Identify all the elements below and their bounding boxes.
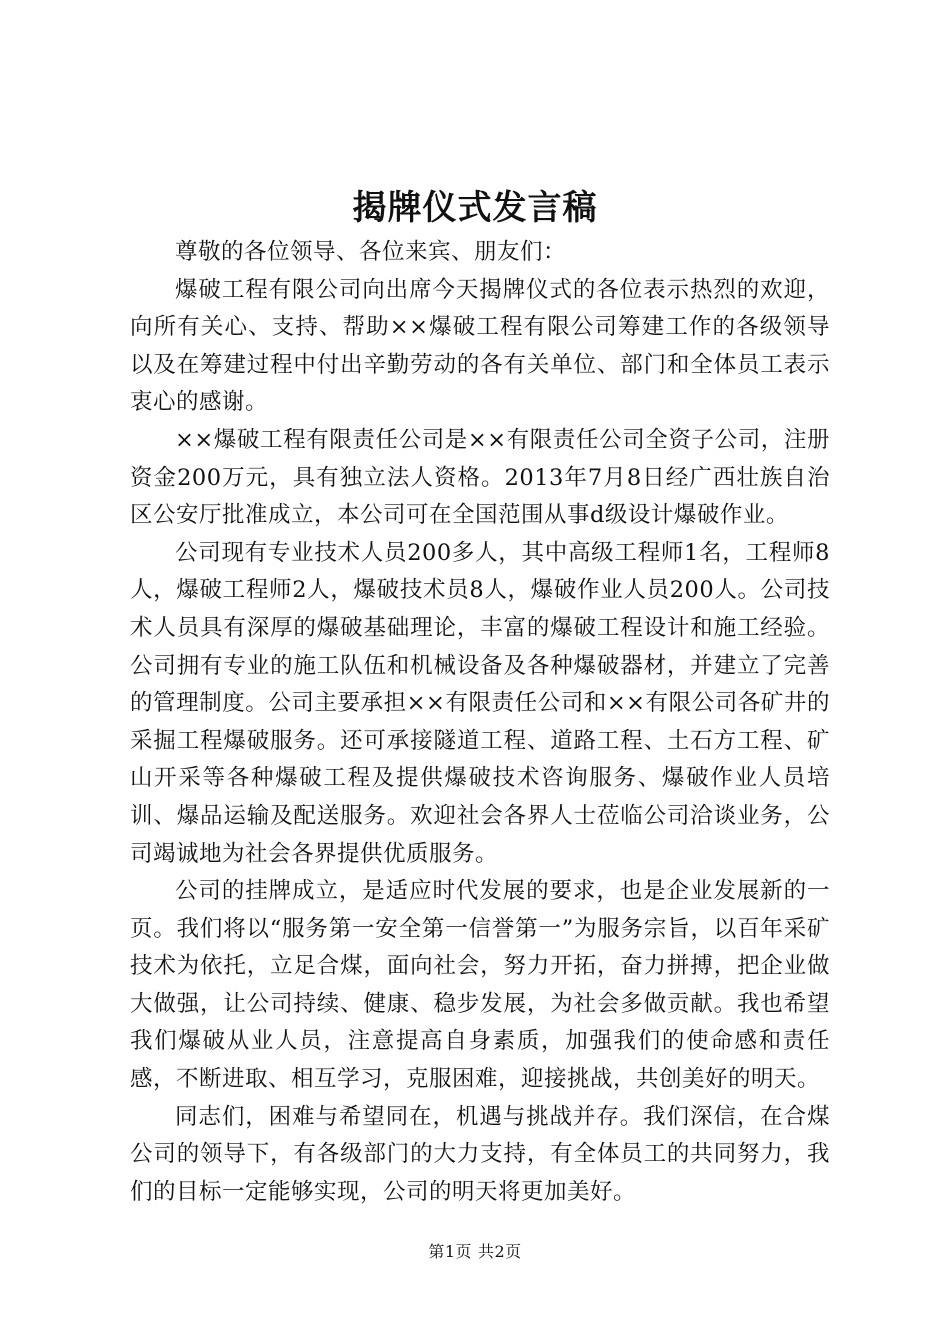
paragraph-closing: 同志们，困难与希望同在，机遇与挑战并存。我们深信，在合煤公司的领导下，有各级部门的大力支持，有全体员工的共同努力，我们的目标一定能够实现，公司的明天将更加美好。 xyxy=(130,1103,830,1205)
page-number: 第1页 xyxy=(428,1242,472,1261)
document-body xyxy=(130,234,830,1211)
document-title: 揭牌仪式发言稿 xyxy=(352,188,598,228)
paragraph-staff-services: 公司现有专业技术人员200多人，其中高级工程师1名，工程师8人，爆破工程师2人，爆破技术员8人，爆破作业人员200人。公司技术人员具有深厚的爆破基础理论，丰富的爆破工程设计和施工经验。公司拥有专业的施工队伍和机械设备及各种爆破器材，并建立了完善的管理制度。公司主要承担××有限责任公司和××有限公司各矿井的采掘工程爆破服务。还可承接隧道工程、道路工程、土石方工程、矿山开采等各种爆破工程及提供爆破技术咨询服务、爆破作业人员培训、爆品运输及配送服务。欢迎社会各界人士莅临公司洽谈业务，公司竭诚地为社会各界提供优质服务。 xyxy=(130,539,830,867)
paragraph-company-intro: ××爆破工程有限责任公司是××有限责任公司全资子公司，注册资金200万元，具有独立法人资格。2013年7月8日经广西壮族自治区公安厅批准成立，本公司可在全国范围从事d级设计爆破作业。 xyxy=(130,426,830,529)
page-total: 共2页 xyxy=(478,1242,522,1261)
paragraph-welcome: 爆破工程有限公司向出席今天揭牌仪式的各位表示热烈的欢迎，向所有关心、支持、帮助××爆破工程有限公司筹建工作的各级领导以及在筹建过程中付出辛勤劳动的各有关单位、部门和全体员工表示衷心的感谢。 xyxy=(130,276,830,416)
paragraph-mission: 公司的挂牌成立，是适应时代发展的要求，也是企业发展新的一页。我们将以“服务第一安全第一信誉第一”为服务宗旨，以百年采矿技术为依托，立足合煤，面向社会，努力开拓，奋力拼搏，把企业做大做强，让公司持续、健康、稳步发展，为社会多做贡献。我也希望我们爆破从业人员，注意提高自身素质，加强我们的使命感和责任感，不断进取、相互学习，克服困难，迎接挑战，共创美好的明天。 xyxy=(130,878,830,1093)
salutation: 尊敬的各位领导、各位来宾、朋友们： xyxy=(175,239,567,265)
page-footer xyxy=(0,1240,950,1264)
